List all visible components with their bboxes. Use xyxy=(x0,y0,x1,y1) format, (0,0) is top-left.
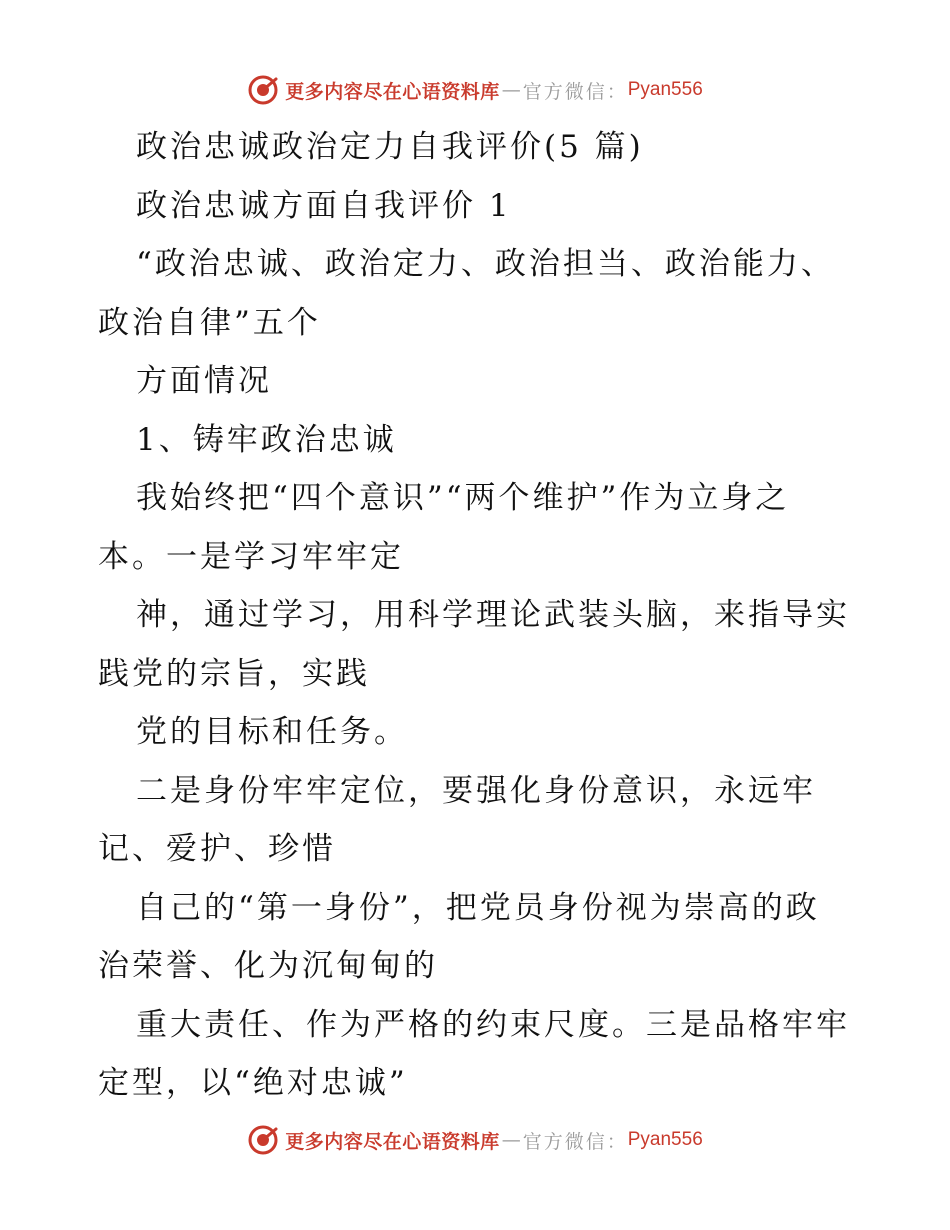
banner-wechat-id: Pyan556 xyxy=(627,79,703,100)
text-line: 政治忠诚方面自我评价 1 xyxy=(136,187,512,224)
text-line: 政治忠诚政治定力自我评价(5 篇) xyxy=(136,129,644,165)
banner-subtitle: 官方微信： xyxy=(522,1130,628,1153)
banner-wechat-id: Pyan556 xyxy=(627,1129,703,1150)
text-line: “政治忠诚、政治定力、政治担当、政治能力、 xyxy=(136,246,835,282)
banner-separator: — xyxy=(501,1129,521,1151)
banner-title: 更多内容尽在心语资料库 xyxy=(285,1130,500,1153)
logo-icon xyxy=(247,74,279,106)
text-line: 方面情况 xyxy=(136,363,272,399)
footer-watermark-banner xyxy=(0,1120,950,1160)
text-line: 记、爱护、珍惜 xyxy=(98,831,336,867)
header-watermark-banner xyxy=(0,70,950,110)
banner-separator: — xyxy=(501,79,521,101)
banner-title: 更多内容尽在心语资料库 xyxy=(285,80,500,103)
text-line: 二是身份牢牢定位，要强化身份意识，永远牢 xyxy=(136,772,816,809)
text-line: 党的目标和任务。 xyxy=(136,714,408,750)
text-line: 政治自律”五个 xyxy=(98,304,321,341)
text-line: 践党的宗旨，实践 xyxy=(98,655,370,692)
text-line: 治荣誉、化为沉甸甸的 xyxy=(98,948,438,984)
text-line: 重大责任、作为严格的约束尺度。三是品格牢牢 xyxy=(136,1006,850,1043)
logo-icon xyxy=(247,1124,279,1156)
text-line: 我始终把“四个意识”“两个维护”作为立身之 xyxy=(136,480,790,516)
banner-subtitle: 官方微信： xyxy=(522,80,628,103)
text-line: 自己的“第一身份”，把党员身份视为崇高的政 xyxy=(136,889,820,926)
document-body xyxy=(98,118,858,1113)
text-line: 1、铸牢政治忠诚 xyxy=(136,421,397,458)
text-line: 神，通过学习，用科学理论武装头脑，来指导实 xyxy=(136,597,850,633)
text-line: 本。一是学习牢牢定 xyxy=(98,538,404,575)
text-line: 定型，以“绝对忠诚” xyxy=(98,1065,408,1101)
